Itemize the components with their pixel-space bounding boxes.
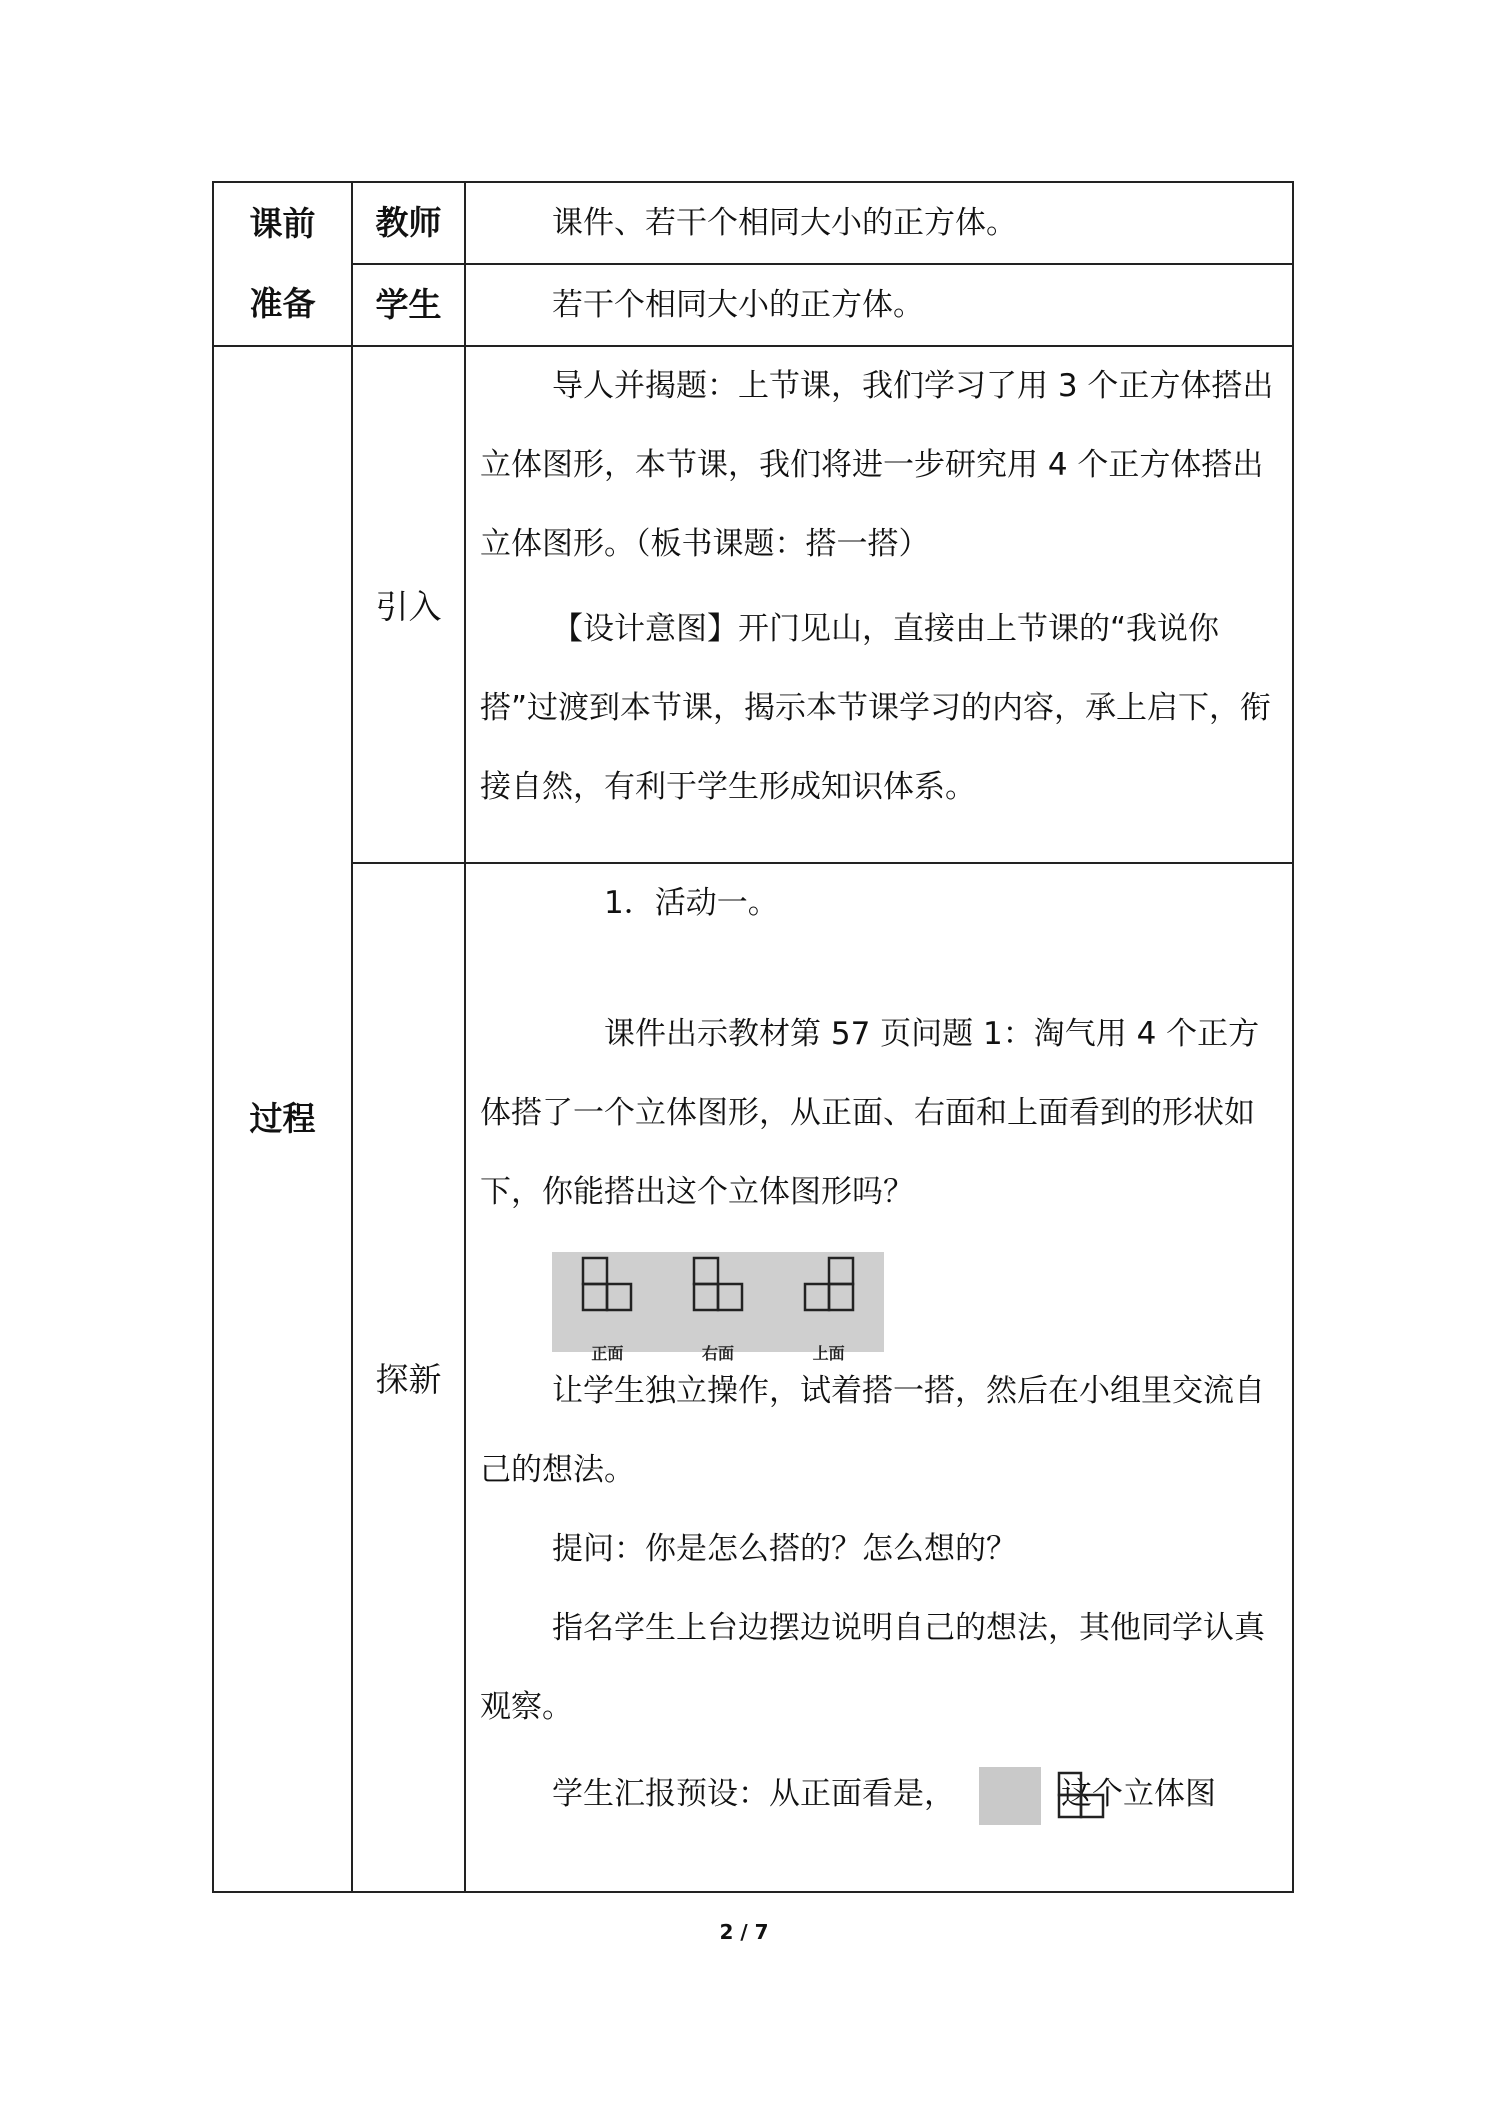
explore-paragraph-3: 提问：你是怎么搭的？怎么想的？: [552, 1531, 1017, 1567]
page-number: 2 / 7: [719, 1920, 769, 1944]
prep-label-1: 课前: [249, 204, 316, 243]
explore-label: 探新: [352, 863, 465, 1892]
top-view-label: 上面: [812, 1344, 845, 1363]
explore-cell: [465, 863, 1293, 1892]
student-text-cell: [465, 264, 1293, 346]
intro-paragraph-1: 导人并揭题：上节课，我们学习了用 3 个正方体搭出立体图形，本节课，我们将进一步研究用 4 个正方体搭出立体图形。（板书课题：搭一搭）: [480, 368, 1274, 562]
intro-paragraph-2: 【设计意图】开门见山，直接由上节课的“我说你搭”过渡到本节课，揭示本节课学习的内容，承上启下，衔接自然，有利于学生形成知识体系。: [480, 611, 1272, 805]
student-text: 若干个相同大小的正方体。: [552, 286, 924, 323]
three-views-figure: [552, 1252, 884, 1363]
intro-cell: [465, 346, 1293, 863]
top-view-shape: [801, 1256, 857, 1312]
lesson-table: [212, 181, 1294, 1893]
explore-paragraph-5-start: 学生汇报预设：从正面看是，: [552, 1776, 955, 1812]
explore-paragraph-5-end: 这个立体图: [1061, 1776, 1216, 1812]
prep-label-cell: [213, 182, 352, 346]
teacher-text-cell: [465, 182, 1293, 264]
teacher-label: 教师: [352, 182, 465, 264]
front-view-inline-figure: [979, 1767, 1041, 1825]
student-label: 学生: [352, 264, 465, 346]
prep-label-2: 准备: [249, 284, 316, 323]
front-view-label: 正面: [591, 1344, 624, 1363]
explore-paragraph-2: 让学生独立操作，试着搭一搭，然后在小组里交流自己的想法。: [480, 1373, 1265, 1488]
explore-paragraph-4: 指名学生上台边摆边说明自己的想法，其他同学认真观察。: [480, 1610, 1265, 1725]
activity-title: 1．活动一。: [604, 885, 779, 921]
process-label: 过程: [213, 346, 352, 1892]
teacher-text: 课件、若干个相同大小的正方体。: [552, 204, 1017, 241]
explore-paragraph-5: [480, 1755, 1278, 1834]
right-view-label: 右面: [701, 1344, 734, 1363]
intro-label: 引入: [352, 346, 465, 863]
front-view-inline-shape: [1051, 1767, 1113, 1825]
front-view-shape: [579, 1256, 635, 1312]
explore-paragraph-1: 课件出示教材第 57 页问题 1：淘气用 4 个正方体搭了一个立体图形，从正面、右面和上面看到的形状如下，你能搭出这个立体图形吗？: [480, 1016, 1260, 1210]
right-view-shape: [690, 1256, 746, 1312]
